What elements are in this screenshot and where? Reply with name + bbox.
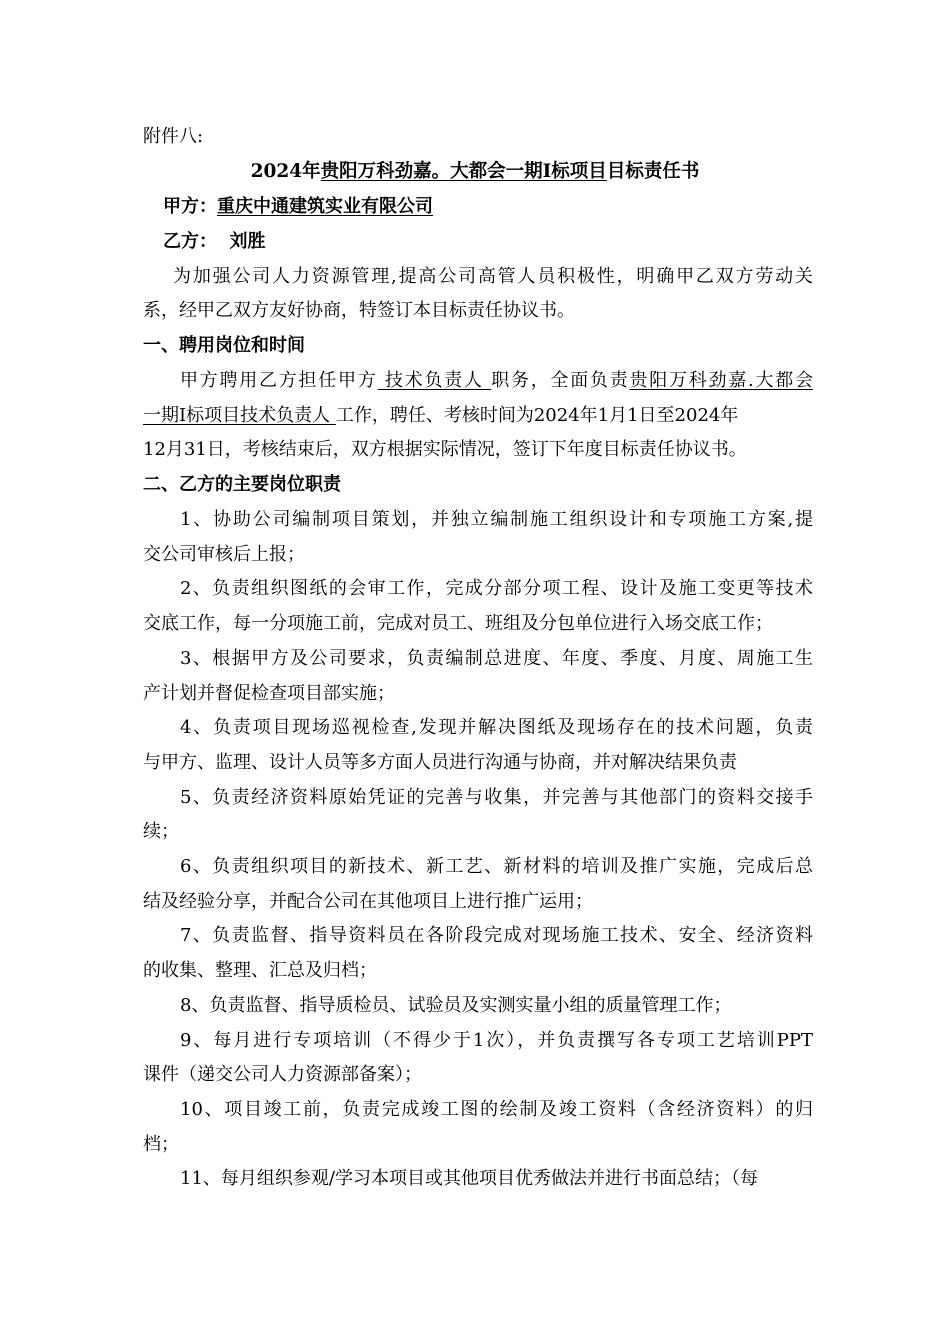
- party-b: [163, 230, 833, 254]
- title-prefix: 2024年: [250, 161, 321, 182]
- party-b-name: 刘胜: [229, 231, 266, 252]
- duty-item-9-line-1: 9、每月进行专项培训（不得少于1次），并负责撰写各专项工艺培训PPT: [180, 1030, 813, 1051]
- party-a-name: 重庆中通建筑实业有限公司: [217, 196, 433, 217]
- duty-item-5-line-1: 5、负责经济资料原始凭证的完善与收集，并完善与其他部门的资料交接手: [180, 787, 813, 808]
- title-project: 贵阳万科劲嘉。大都会一期Ⅰ标项目: [320, 161, 607, 182]
- title-suffix: 目标责任书: [606, 161, 700, 182]
- duty-item-10-line-2: 档；: [143, 1134, 179, 1155]
- position-field: 技术负责人: [377, 370, 492, 391]
- section1-heading: 一、聘用岗位和时间: [143, 335, 305, 356]
- duty-item-7-line-1: 7、负责监督、指导资料员在各阶段完成对现场施工技术、安全、经济资料: [180, 925, 813, 946]
- party-b-label: 乙方：: [163, 231, 217, 252]
- document-title: [0, 160, 950, 184]
- section1-text-a: 甲方聘用乙方担任甲方: [180, 370, 378, 391]
- duty-item-2-line-2: 交底工作，每一分项施工前，完成对员工、班组及分包单位进行入场交底工作；: [143, 613, 773, 634]
- section1-text-b: 职务，全面负责: [491, 370, 630, 391]
- section1-line-3: 12月31日，考核结束后，双方根据实际情况，签订下年度目标责任协议书。: [143, 439, 747, 460]
- duty-item-4-line-1: 4、负责项目现场巡视检查,发现并解决图纸及现场存在的技术问题，负责: [180, 717, 813, 738]
- attachment-label: 附件八:: [143, 126, 204, 147]
- duty-item-10-line-1: 10、项目竣工前，负责完成竣工图的绘制及竣工资料（含经济资料）的归: [180, 1099, 813, 1120]
- intro-line-2: 系，经甲乙双方友好协商，特签订本目标责任协议书。: [143, 300, 575, 321]
- section1-text-c: 工作，聘任、考核时间为2024年1月1日至2024年: [335, 405, 739, 426]
- duty-item-7-line-2: 的收集、整理、汇总及归档；: [143, 960, 377, 981]
- duty-item-1-line-2: 交公司审核后上报；: [143, 544, 305, 565]
- duty-item-3-line-2: 产计划并督促检查项目部实施；: [143, 683, 395, 704]
- section2-heading: 二、乙方的主要岗位职责: [143, 474, 341, 495]
- project-field-part1: 贵阳万科劲嘉.大都会: [629, 370, 814, 391]
- section1-line-2: [143, 404, 813, 428]
- duty-item-2-line-1: 2、负责组织图纸的会审工作，完成分部分项工程、设计及施工变更等技术: [180, 578, 813, 599]
- party-a: [163, 195, 833, 219]
- duty-item-6-line-2: 结及经验分享，并配合公司在其他项目上进行推广运用；: [143, 891, 593, 912]
- duty-item-3-line-1: 3、根据甲方及公司要求，负责编制总进度、年度、季度、月度、周施工生: [180, 648, 813, 669]
- duty-item-9-line-2: 课件（递交公司人力资源部备案）；: [143, 1064, 422, 1085]
- duty-item-4-line-2: 与甲方、监理、设计人员等多方面人员进行沟通与协商，并对解决结果负责: [143, 752, 737, 773]
- duty-item-5-line-2: 续；: [143, 821, 179, 842]
- duty-item-1-line-1: 1、协助公司编制项目策划，并独立编制施工组织设计和专项施工方案,提: [180, 509, 813, 530]
- duty-item-6-line-1: 6、负责组织项目的新技术、新工艺、新材料的培训及推广实施，完成后总: [180, 856, 813, 877]
- section1-line-1: [180, 369, 813, 393]
- party-a-label: 甲方：: [163, 196, 217, 217]
- duty-item-11-line-1: 11、每月组织参观/学习本项目或其他项目优秀做法并进行书面总结；（每: [180, 1168, 758, 1189]
- intro-line-1: 为加强公司人力资源管理,提高公司高管人员积极性，明确甲乙双方劳动关: [173, 266, 813, 287]
- project-field-part2: 一期Ⅰ标项目技术负责人: [143, 405, 336, 426]
- duty-item-8-line-1: 8、负责监督、指导质检员、试验员及实测实量小组的质量管理工作；: [180, 995, 732, 1016]
